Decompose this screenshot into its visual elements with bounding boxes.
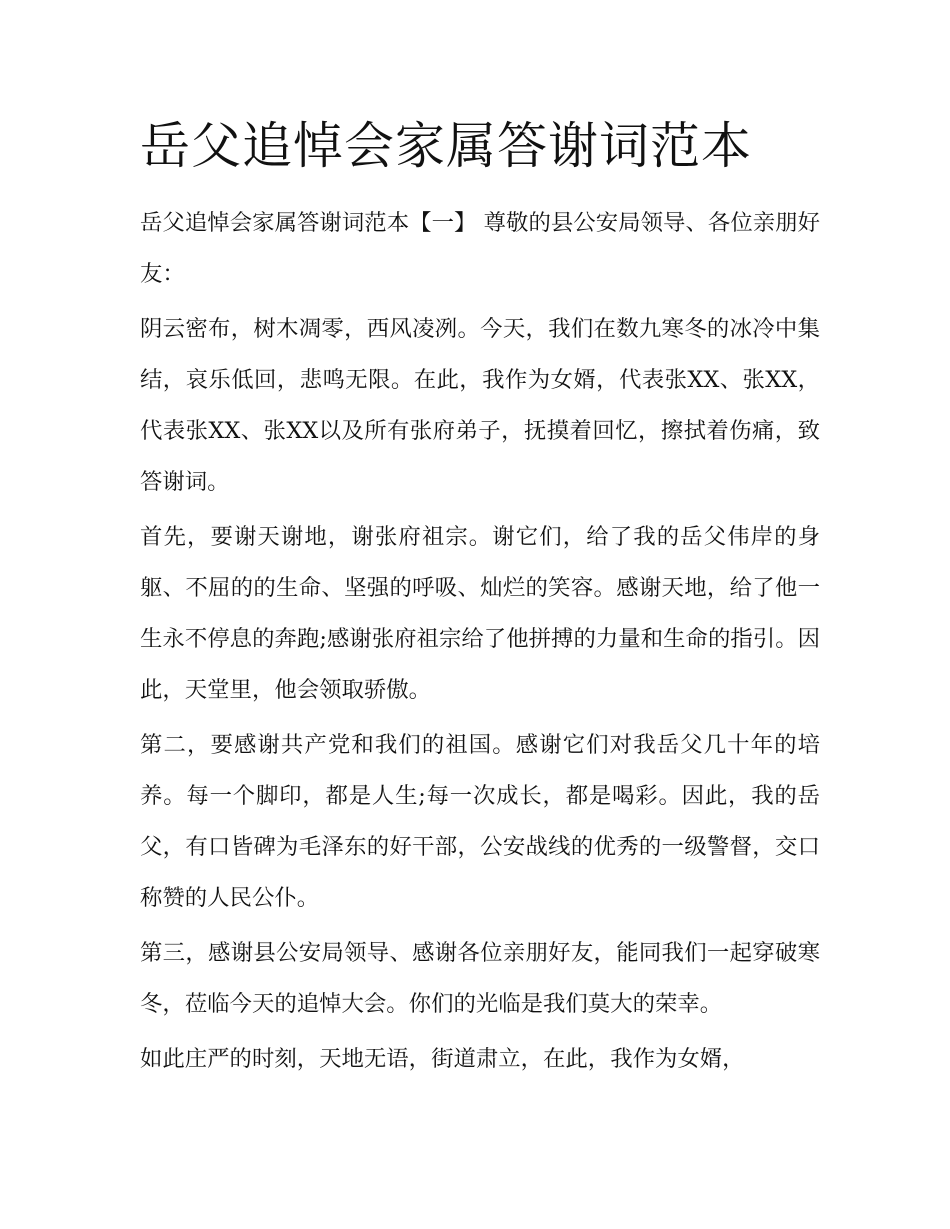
- paragraph-opening: 阴云密布，树木凋零，西风凌冽。今天，我们在数九寒冬的冰冷中集结，哀乐低回，悲鸣无限。在此，我作为女婿，代表张XX、张XX，代表张XX、张XX以及所有张府弟子，抚摸着回忆，擦拭着伤痛，致答谢词。: [140, 316, 820, 495]
- document-title: 岳父追悼会家属答谢词范本: [140, 117, 752, 175]
- document-body: [140, 198, 820, 1089]
- paragraph-closing: 如此庄严的时刻，天地无语，街道肃立，在此，我作为女婿，: [140, 1046, 745, 1072]
- paragraph-third-thanks: 第三，感谢县公安局领导、感谢各位亲朋好友，能同我们一起穿破寒冬，莅临今天的追悼大会。你们的光临是我们莫大的荣幸。: [140, 940, 820, 1017]
- paragraph-first-thanks: 首先，要谢天谢地，谢张府祖宗。谢它们，给了我的岳父伟岸的身躯、不屈的的生命、坚强的呼吸、灿烂的笑容。感谢天地，给了他一生永不停息的奔跑;感谢张府祖宗给了他拼搏的力量和生命的指引。因此，天堂里，他会领取骄傲。: [140, 524, 820, 703]
- paragraph-intro: 岳父追悼会家属答谢词范本【一】 尊敬的县公安局领导、各位亲朋好友：: [140, 210, 820, 287]
- paragraph-second-thanks: 第二，要感谢共产党和我们的祖国。感谢它们对我岳父几十年的培养。每一个脚印，都是人生;每一次成长，都是喝彩。因此，我的岳父，有口皆碑为毛泽东的好干部，公安战线的优秀的一级警督，交口称赞的人民公仆。: [140, 732, 820, 911]
